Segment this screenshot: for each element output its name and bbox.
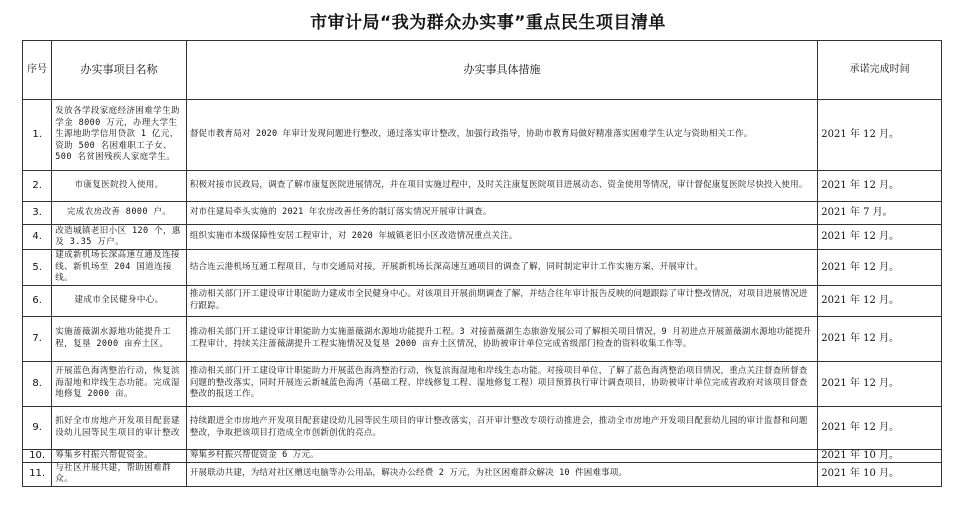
- row-measure: 持续跟进全市房地产开发项目配套建设幼儿园等民生项目的审计整改落实，召开审计整改专项行动推进会，推动全市房地产开发项目配套幼儿园的审计监督和问题整改，争取把该项目打造成全市创新创优的亮点。: [186, 406, 817, 449]
- row-measure: 组织实施市本级保障性安居工程审计，对 2020 年城镇老旧小区改造情况重点关注。: [186, 225, 817, 250]
- row-time: 2021 年 12 月。: [818, 285, 942, 316]
- row-no: 6.: [23, 285, 52, 316]
- row-no: 5.: [23, 250, 52, 286]
- row-time: 2021 年 12 月。: [818, 225, 942, 250]
- row-no: 11.: [23, 462, 52, 486]
- table-row: [23, 406, 942, 449]
- row-no: 7.: [23, 316, 52, 361]
- row-item: 与社区开展共建，帮助困难群众。: [52, 462, 187, 486]
- row-item: 建成新机场长深高速互通及连接线、新机场至 204 国道连接线。: [52, 250, 187, 286]
- row-time: 2021 年 12 月。: [818, 406, 942, 449]
- row-measure: 推动相关部门开工建设审计职能助力实施蔷薇湖水源地功能提升工程。3 对接蔷薇湖生态旅游发展公司了解相关项目情况，9 月初进点开展蔷薇湖水源地功能提升工程审计，持续关注蔷薇湖提升工程实施情况及复垦 2000 亩弃土区情况，协助被审计单位完成省级部门检查的资料收集工作等。: [186, 316, 817, 361]
- row-item: 开展蓝色海湾整治行动，恢复滨海湿地和岸线生态功能。完成湿地修复 2000 亩。: [52, 361, 187, 406]
- header-item: 办实事项目名称: [52, 41, 187, 100]
- row-time: 2021 年 12 月。: [818, 316, 942, 361]
- table-row: [23, 462, 942, 486]
- row-measure: 筹集乡村振兴帮促资金 6 万元。: [186, 449, 817, 462]
- row-measure: 开展联动共建，为结对社区赠送电脑等办公用品，解决办公经费 2 万元，为社区困难群众解决 10 件困难事项。: [186, 462, 817, 486]
- table-row: [23, 100, 942, 171]
- row-item: 建成市全民健身中心。: [52, 285, 187, 316]
- table-row: [23, 361, 942, 406]
- row-measure: 推动相关部门开工建设审计职能助力开展蓝色海湾整治行动，恢复滨海湿地和岸线生态功能。对接项目单位，了解了蓝色海湾整治项目情况，重点关注督查所督查问题的整改落实，同时开展连云新城蓝色海湾（基础工程、岸线修复工程、湿地修复工程）项目预算执行审计调查项目，协助被审计单位完成省政府对该项目督查整改的报送工作。: [186, 361, 817, 406]
- row-time: 2021 年 10 月。: [818, 462, 942, 486]
- row-no: 3.: [23, 202, 52, 225]
- table-row: [23, 202, 942, 225]
- row-measure: 对市住建局牵头实施的 2021 年农房改善任务的制订落实情况开展审计调查。: [186, 202, 817, 225]
- row-time: 2021 年 12 月。: [818, 171, 942, 202]
- row-time: 2021 年 12 月。: [818, 361, 942, 406]
- header-measure: 办实事具体措施: [186, 41, 817, 100]
- row-no: 1.: [23, 100, 52, 171]
- row-time: 2021 年 12 月。: [818, 100, 942, 171]
- row-measure: 积极对接市民政局，调查了解市康复医院进展情况，并在项目实施过程中，及时关注康复医院项目进展动态、资金使用等情况，审计督促康复医院尽快投入使用。: [186, 171, 817, 202]
- row-no: 10.: [23, 449, 52, 462]
- table-row: [23, 250, 942, 286]
- row-measure: 结合连云港机场互通工程项目，与市交通局对接，开展新机场长深高速互通项目的调查了解，同时制定审计工作实施方案，开展审计。: [186, 250, 817, 286]
- document-title: 市审计局“我为群众办实事”重点民生项目清单: [310, 13, 666, 33]
- project-table: [22, 40, 942, 487]
- row-measure: 推动相关部门开工建设审计职能助力建成市全民健身中心。对该项目开展前期调查了解，并结合往年审计报告反映的问题跟踪了审计整改情况，对项目进展情况进行跟踪。: [186, 285, 817, 316]
- row-no: 8.: [23, 361, 52, 406]
- row-item: 筹集乡村振兴帮促资金。: [52, 449, 187, 462]
- row-time: 2021 年 10 月。: [818, 449, 942, 462]
- table-row: [23, 225, 942, 250]
- header-no: 序号: [23, 41, 52, 100]
- table-row: [23, 285, 942, 316]
- row-item: 发放各学段家庭经济困难学生助学金 8000 万元，办理大学生生源地助学信用贷款 1 亿元，资助 500 名困难职工子女、500 名贫困残疾人家庭学生。: [52, 100, 187, 171]
- row-item: 实施蔷薇湖水源地功能提升工程，复垦 2000 亩弃土区。: [52, 316, 187, 361]
- table-row: [23, 449, 942, 462]
- table-row: [23, 316, 942, 361]
- row-item: 完成农房改善 8000 户。: [52, 202, 187, 225]
- table-header-row: [23, 41, 942, 100]
- row-no: 9.: [23, 406, 52, 449]
- row-no: 2.: [23, 171, 52, 202]
- row-item: 抓好全市房地产开发项目配套建设幼儿园等民生项目的审计整改: [52, 406, 187, 449]
- row-time: 2021 年 7 月。: [818, 202, 942, 225]
- row-no: 4.: [23, 225, 52, 250]
- row-item: 改造城镇老旧小区 120 个，惠及 3.35 万户。: [52, 225, 187, 250]
- row-time: 2021 年 12 月。: [818, 250, 942, 286]
- table-row: [23, 171, 942, 202]
- header-time: 承诺完成时间: [818, 41, 942, 100]
- row-measure: 督促市教育局对 2020 年审计发现问题进行整改，通过落实审计整改，加强行政指导，协助市教育局做好精准落实困难学生认定与资助相关工作。: [186, 100, 817, 171]
- row-item: 市康复医院投入使用。: [52, 171, 187, 202]
